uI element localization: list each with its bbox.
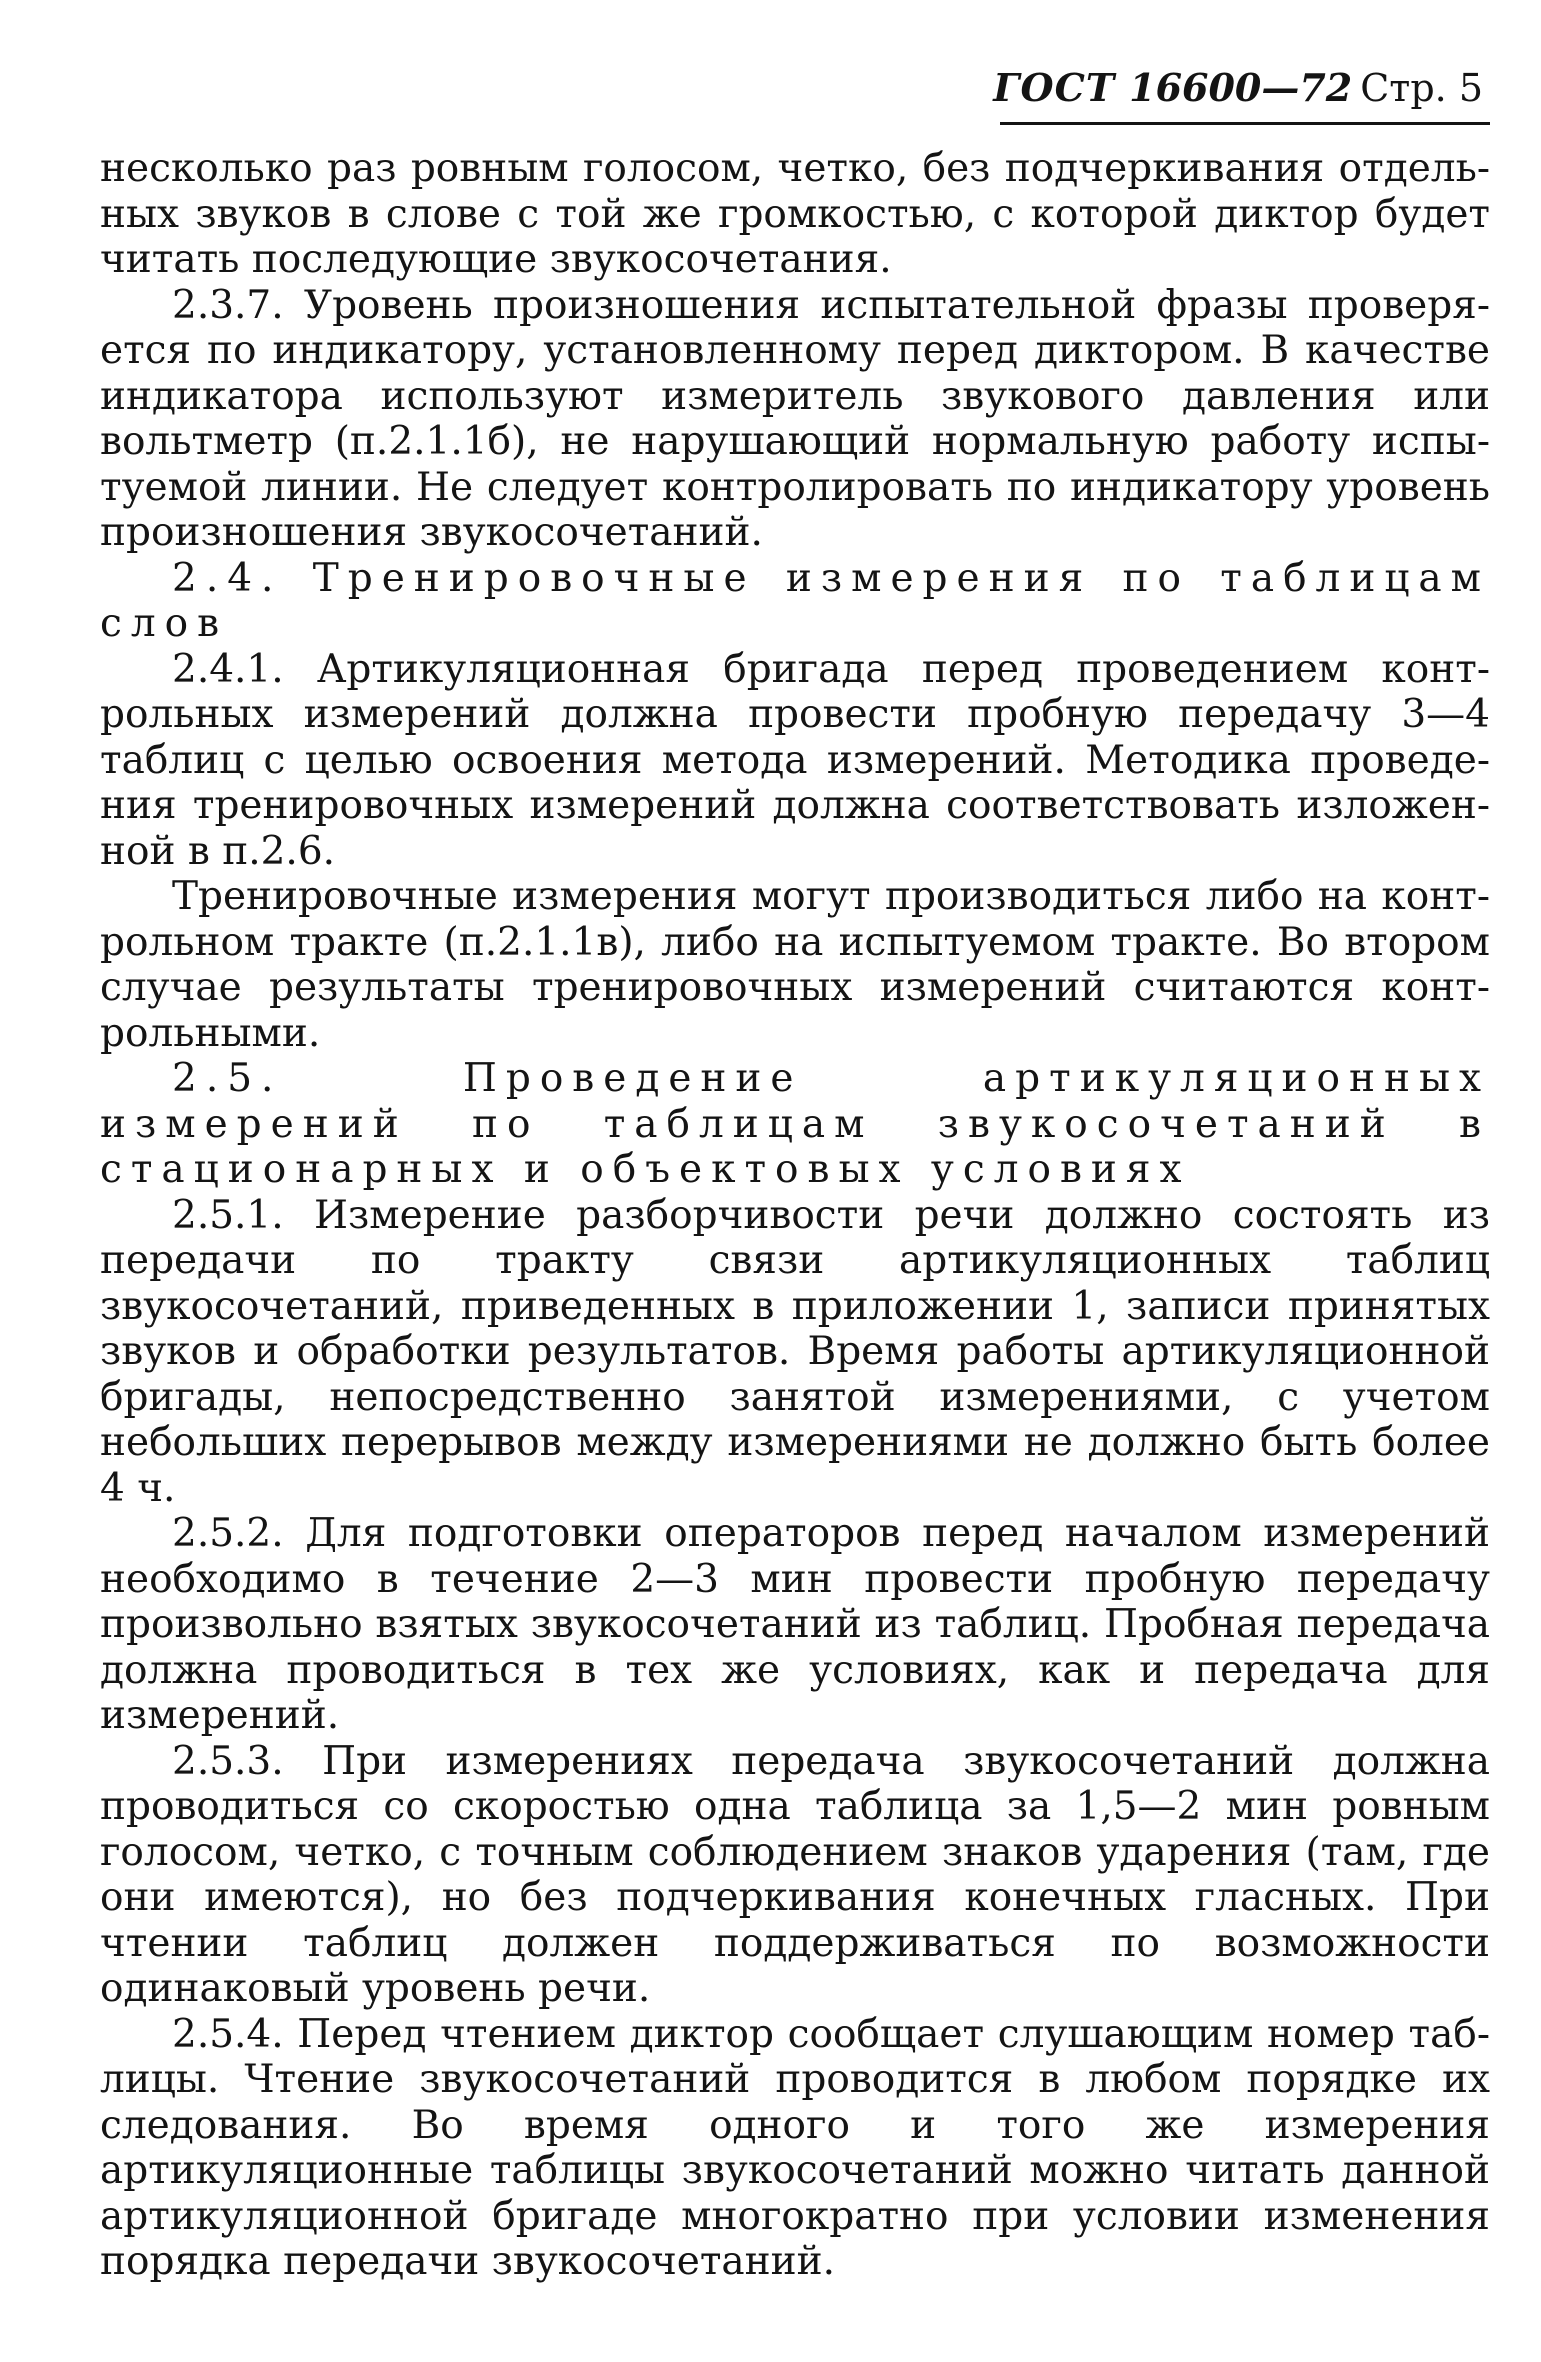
paragraph-2-5-2: 2.5.2. Для подготовки операторов перед началом измерений необходимо в течение 2—3 мин провести пробную передачу произвольно взятых звукосочетаний из таблиц. Пробная передача должна проводиться в тех же условиях, как и передача для измерений. <box>100 1511 1490 1738</box>
page-number: Стр. 5 <box>1360 66 1483 110</box>
paragraph-2-5-1: 2.5.1. Измерение разборчивости речи должно состоять из передачи по тракту связи артикуляционных таблиц звукосочетаний, приведенных в приложении 1, записи принятых звуков и обработки результатов. Время работы артикуляционной бригады, непосредственно занятой измерениями, с учетом небольших перерывов между измерениями не должно быть более 4 ч. <box>100 1192 1490 1511</box>
standard-label: ГОСТ <box>993 65 1116 110</box>
paragraph-training-note: Тренировочные измерения могут производиться либо на контрольном тракте (п.2.1.1в), либо на испытуемом тракте. Во втором случае результаты тренировочных измерений считаются контрольными. <box>100 874 1490 1056</box>
paragraph-2-3-7: 2.3.7. Уровень произношения испытательной фразы проверяется по индикатору, установленному перед диктором. В качестве индикатора используют измеритель звукового давления или вольтметр (п.2.1.1б), не нарушающий нормальную работу испытуемой линии. Не следует контролировать по индикатору уровень произношения звукосочетаний. <box>100 282 1490 555</box>
document-body <box>100 146 1490 2285</box>
paragraph-2-5-3: 2.5.3. При измерениях передача звукосочетаний должна проводиться со скоростью одна таблица за 1,5—2 мин ровным голосом, четко, с точным соблюдением знаков ударения (там, где они имеются), но без подчеркивания конечных гласных. При чтении таблиц должен поддерживаться по возможности одинаковый уровень речи. <box>100 1738 1490 2011</box>
section-heading-2-5: 2.5. Проведение артикуляционных измерений по таблицам звукосочетаний в стационарных и объектовых условиях <box>100 1056 1490 1192</box>
section-heading-2-4: 2.4. Тренировочные измерения по таблицам слов <box>100 555 1490 646</box>
header-rule <box>1000 122 1490 125</box>
page-header <box>993 64 1483 112</box>
paragraph-2-4-1: 2.4.1. Артикуляционная бригада перед проведением контрольных измерений должна провести пробную передачу 3—4 таблиц с целью освоения метода измерений. Методика проведения тренировочных измерений должна соответствовать изложенной в п.2.6. <box>100 646 1490 874</box>
standard-number: 16600—72 <box>1129 65 1353 110</box>
paragraph-continuation: несколько раз ровным голосом, четко, без подчеркивания отдельных звуков в слове с той же громкостью, с которой диктор будет читать последующие звукосочетания. <box>100 146 1490 282</box>
paragraph-2-5-4: 2.5.4. Перед чтением диктор сообщает слушающим номер таблицы. Чтение звукосочетаний проводится в любом порядке их следования. Во время одного и того же измерения артикуляционные таблицы звукосочетаний можно читать данной артикуляционной бригаде многократно при условии изменения порядка передачи звукосочетаний. <box>100 2011 1490 2284</box>
